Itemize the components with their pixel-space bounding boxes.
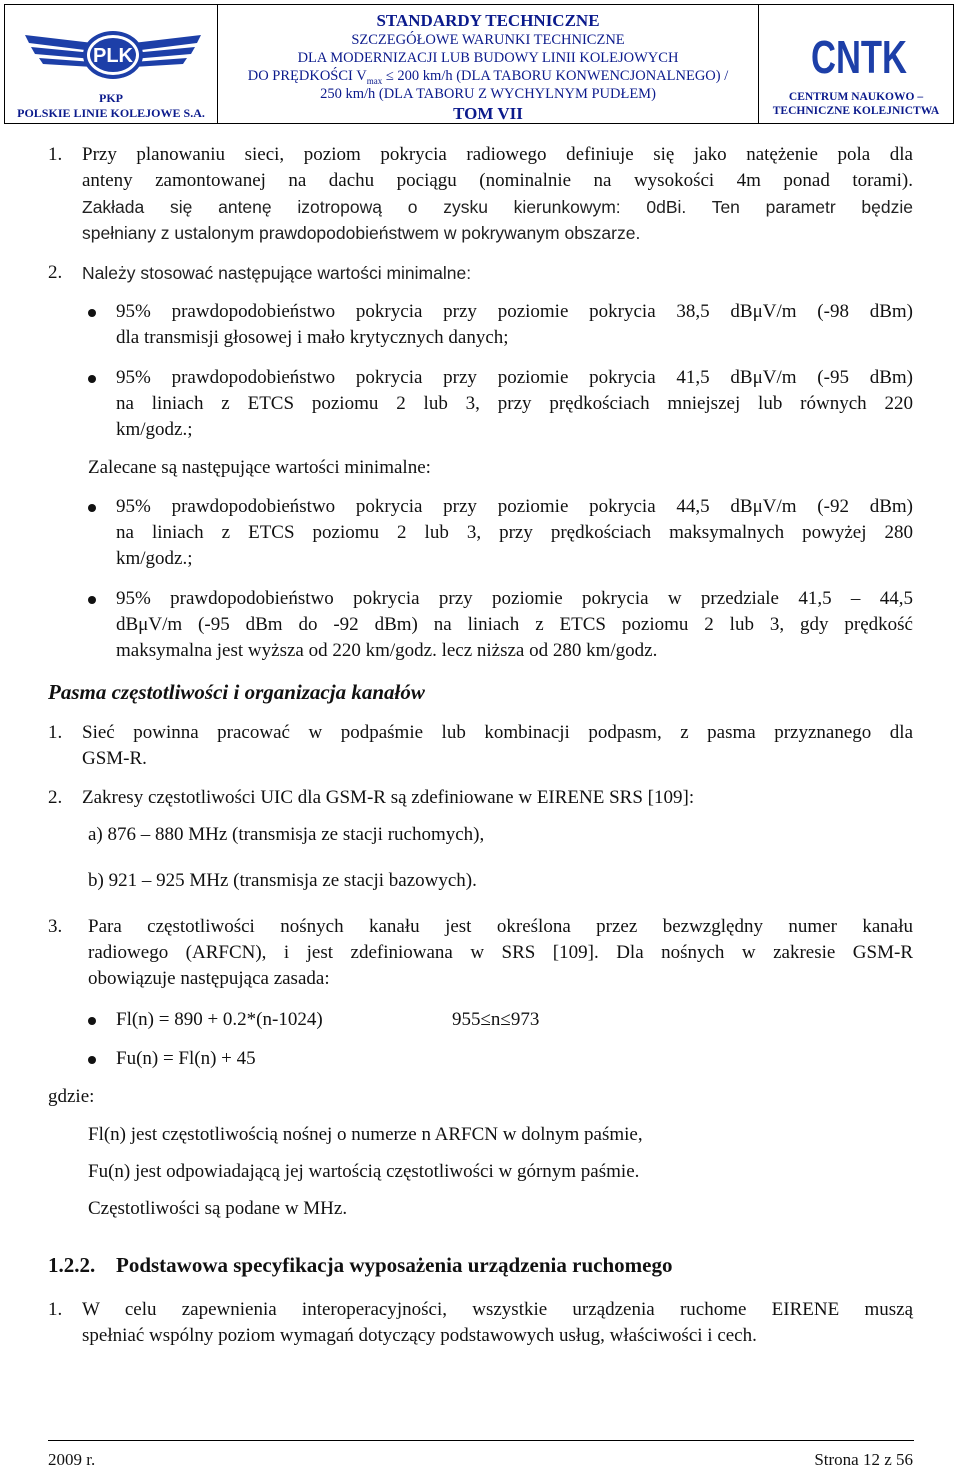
paragraph-line: GSM-R. bbox=[82, 748, 147, 769]
item-number: 3. bbox=[48, 916, 63, 937]
paragraph-line: Para częstotliwości nośnych kanału jest określona przez bezwzględny numer kanału bbox=[88, 916, 913, 937]
plk-company-name: POLSKIE LINIE KOLEJOWE S.A. bbox=[17, 106, 205, 120]
cntk-logo-text: CNTK bbox=[811, 31, 907, 83]
bullet-icon bbox=[88, 596, 96, 604]
recommended-intro: Zalecane są następujące wartości minimalne: bbox=[88, 457, 431, 478]
document-header bbox=[4, 4, 954, 124]
paragraph-line: radiowego (ARFCN), i jest zdefiniowana w SRS [109]. Dla nośnych w zakresie GSM-R bbox=[88, 942, 913, 963]
pkp-label: PKP bbox=[99, 91, 123, 105]
standard-title: STANDARDY TECHNICZNE bbox=[376, 11, 600, 30]
formula-lower: Fl(n) = 890 + 0.2*(n-1024) bbox=[116, 1009, 323, 1030]
item-number: 1. bbox=[48, 144, 63, 165]
bullet-line: 95% prawdopodobieństwo pokrycia przy poziomie pokrycia w przedziale 41,5 – 44,5 bbox=[116, 588, 913, 609]
header-line-2: SZCZEGÓŁOWE WARUNKI TECHNICZNE bbox=[351, 32, 625, 48]
subsection-heading: Podstawowa specyfikacja wyposażenia urządzenia ruchomego bbox=[116, 1253, 673, 1277]
paragraph-line: Zakresy częstotliwości UIC dla GSM-R są zdefiniowane w EIRENE SRS [109]: bbox=[82, 787, 695, 808]
pkp-plk-logo-cell bbox=[5, 5, 218, 123]
footer-divider bbox=[48, 1440, 914, 1441]
bullet-line: na liniach z ETCS poziomu 2 lub 3, przy prędkościach maksymalnych powyżej 280 bbox=[116, 522, 913, 543]
volume-label: TOM VII bbox=[453, 104, 523, 123]
bullet-line: maksymalna jest wyższa od 220 km/godz. lecz niższa od 280 km/godz. bbox=[116, 640, 658, 661]
bullet-icon bbox=[88, 1017, 96, 1025]
formula-range: 955≤n≤973 bbox=[452, 1009, 540, 1030]
sub-item: a) 876 – 880 MHz (transmisja ze stacji ruchomych), bbox=[88, 824, 485, 845]
header-line-3: DLA MODERNIZACJI LUB BUDOWY LINII KOLEJOWYCH bbox=[297, 50, 679, 66]
bullet-line: km/godz.; bbox=[116, 419, 193, 440]
definition-line: Częstotliwości są podane w MHz. bbox=[88, 1198, 348, 1219]
paragraph-line: Zakłada się antenę izotropową o zysku kierunkowym: 0dBi. Ten parametr będzie bbox=[82, 197, 913, 217]
paragraph-line: Należy stosować następujące wartości minimalne: bbox=[82, 263, 472, 283]
header-line-5: 250 km/h (DLA TABORU Z WYCHYLNYM PUDŁEM) bbox=[320, 86, 656, 102]
paragraph-line: spełniany z ustalonym prawdopodobieństwem w pokrywanym obszarze. bbox=[82, 223, 641, 243]
footer-year: 2009 r. bbox=[48, 1450, 96, 1469]
formula-upper: Fu(n) = Fl(n) + 45 bbox=[116, 1048, 256, 1069]
where-label: gdzie: bbox=[48, 1086, 95, 1107]
paragraph-line: obowiązuje następująca zasada: bbox=[88, 968, 330, 989]
paragraph-line: anteny zamontowanej na dachu pociągu (nominalnie na wysokości 4m ponad torami). bbox=[82, 170, 913, 191]
document-title-cell bbox=[218, 5, 759, 123]
item-number: 1. bbox=[48, 722, 63, 743]
cntk-logo-cell bbox=[759, 5, 953, 123]
bullet-line: dla transmisji głosowej i mało krytycznych danych; bbox=[116, 327, 509, 348]
subsection-number: 1.2.2. bbox=[48, 1253, 96, 1277]
bullet-line: 95% prawdopodobieństwo pokrycia przy poziomie pokrycia 38,5 dBμV/m (-98 dBm) bbox=[116, 301, 913, 322]
bullet-icon bbox=[88, 1056, 96, 1064]
item-number: 1. bbox=[48, 1299, 63, 1320]
definition-line: Fu(n) jest odpowiadającą jej wartością częstotliwości w górnym paśmie. bbox=[88, 1161, 640, 1182]
paragraph-line: Sieć powinna pracować w podpaśmie lub kombinacji podpasm, z pasma przyznanego dla bbox=[82, 722, 913, 743]
definition-line: Fl(n) jest częstotliwością nośnej o numerze n ARFCN w dolnym paśmie, bbox=[88, 1124, 643, 1145]
bullet-line: 95% prawdopodobieństwo pokrycia przy poziomie pokrycia 41,5 dBμV/m (-95 dBm) bbox=[116, 367, 913, 388]
header-line-4: DO PRĘDKOŚCI $V_{max} \le 200$ km/h (DLA TABORU KONWENCJONALNEGO) / bbox=[247, 68, 729, 86]
bullet-line: na liniach z ETCS poziomu 2 lub 3, przy prędkościach mniejszej lub równych 220 bbox=[116, 393, 913, 414]
sub-item: b) 921 – 925 MHz (transmisja ze stacji bazowych). bbox=[88, 870, 477, 891]
bullet-icon bbox=[88, 504, 96, 512]
paragraph-line: W celu zapewnienia interoperacyjności, wszystkie urządzenia ruchome EIRENE muszą bbox=[82, 1299, 913, 1320]
bullet-line: dBμV/m (-95 dBm do -92 dBm) na liniach z ETCS poziomu 2 lub 3, gdy prędkość bbox=[116, 614, 913, 635]
bullet-icon bbox=[88, 375, 96, 383]
cntk-name-line-2: TECHNICZNE KOLEJNICTWA bbox=[772, 105, 940, 117]
cntk-logo-icon bbox=[809, 17, 909, 85]
item-number: 2. bbox=[48, 787, 63, 808]
paragraph-line: Przy planowaniu sieci, poziom pokrycia radiowego definiuje się jako natężenie pola dla bbox=[82, 144, 913, 165]
plk-logo-text: PLK bbox=[93, 45, 133, 67]
plk-winged-logo-icon bbox=[23, 21, 203, 87]
item-number: 2. bbox=[48, 262, 63, 283]
paragraph-line: spełniać wspólny poziom wymagań dotyczący podstawowych usług, właściwości i cech. bbox=[82, 1325, 757, 1346]
bullet-line: 95% prawdopodobieństwo pokrycia przy poziomie pokrycia 44,5 dBμV/m (-92 dBm) bbox=[116, 496, 913, 517]
bullet-icon bbox=[88, 309, 96, 317]
bullet-line: km/godz.; bbox=[116, 548, 193, 569]
footer-page-number: Strona 12 z 56 bbox=[814, 1450, 913, 1469]
section-heading: Pasma częstotliwości i organizacja kanałów bbox=[48, 680, 425, 704]
cntk-name-line-1: CENTRUM NAUKOWO – bbox=[788, 91, 924, 103]
